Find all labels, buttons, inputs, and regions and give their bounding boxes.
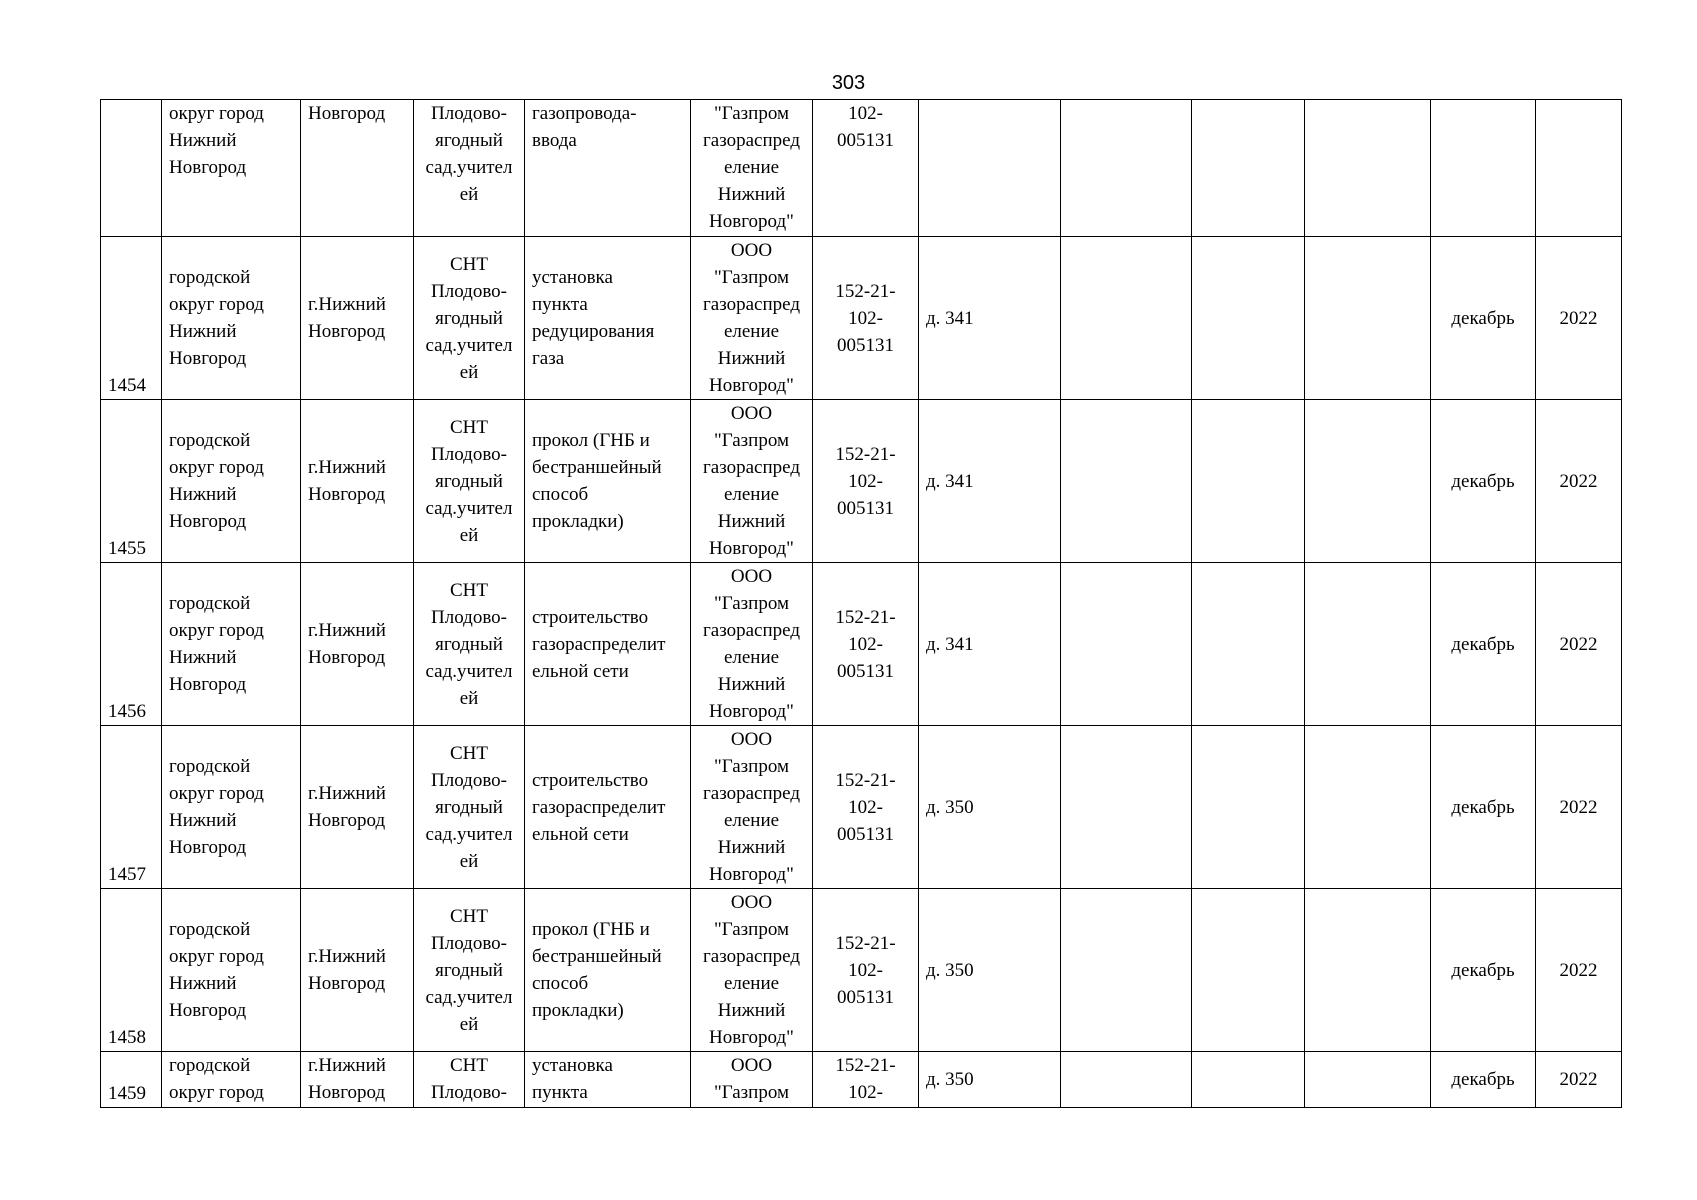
cell-city [301,1052,414,1108]
cell-work-type [525,1052,691,1108]
cell-work-type-line: бестраншейный [532,457,662,478]
cell-object [414,563,525,726]
cell-house: д. 350 [919,1052,1061,1108]
cell-organization-line: Новгород" [709,375,794,396]
cell-number: 1459 [101,1052,162,1108]
cell-work-type-line: бестраншейный [532,946,662,967]
cell-object-line: СНТ [450,579,488,601]
cell-work-type-line: пункта [532,1082,588,1103]
cell-organization-line: Новгород" [709,1027,794,1048]
cell-code-line: 152-21- [835,280,896,302]
cell-work-type-line: строительство [532,606,649,628]
cell-object-line: ягодный [435,130,503,151]
cell-work-type-line: газораспределит [532,633,666,655]
cell-organization-line: ООО [730,240,773,261]
cell-number: 1455 [101,400,162,563]
cell-district [162,400,301,563]
cell-code-line: 102- [848,633,883,655]
cell-organization-line: газораспред [702,620,800,641]
cell-city-line: Новгород [308,973,386,994]
cell-organization-line: Нижний [717,1000,786,1021]
cell-district-line: Новгород [169,674,247,695]
cell-district-line: округ город [169,620,264,641]
cell-code-line: 152-21- [835,932,896,954]
cell-city-line: г.Нижний [308,783,386,804]
cell-organization [691,100,813,237]
cell-district-line: Новгород [169,157,247,178]
cell-organization-line: Нижний [717,674,786,695]
cell-district-line: Новгород [169,1000,247,1021]
cell-number: 1456 [101,563,162,726]
cell-month: декабрь [1431,400,1536,563]
cell-organization-line: еление [723,973,780,994]
cell-code-line: 102- [848,470,883,492]
cell-object-line: СНТ [450,253,488,275]
cell-object-line: Плодово- [431,280,507,302]
cell-district-line: округ город [169,457,264,478]
cell-organization-line: "Газпром [713,430,790,451]
cell-organization-line: Нижний [717,837,786,858]
cell-city-line: Новгород [308,103,386,124]
cell-organization-line: еление [723,810,780,831]
cell-organization-line: "Газпром [713,593,790,614]
cell-object-line: ягодный [435,470,503,492]
cell-object-line: ей [459,687,479,709]
cell-organization-line: Нижний [717,184,786,205]
cell-code-line: 102- [848,959,883,981]
cell-district-line: округ город [169,103,264,124]
cell-city-line: Новгород [308,1082,386,1103]
cell-district [162,563,301,726]
cell-code [813,889,919,1052]
cell-city-line: г.Нижний [308,294,386,315]
cell-district-line: городской [169,430,251,451]
cell-organization-line: Новгород" [709,701,794,722]
cell-code-line: 102- [848,307,883,329]
cell-work-type-line: газопровода- [532,103,637,124]
cell-object [414,889,525,1052]
cell-organization [691,726,813,889]
cell-organization-line: "Газпром [713,1082,790,1103]
cell-work-type [525,726,691,889]
cell-object-line: сад.учител [425,986,513,1008]
cell-code-line: 005131 [837,497,894,519]
cell-object-line: ей [459,524,479,546]
cell-object-line: ей [459,850,479,872]
cell-organization-line: еление [723,321,780,342]
cell-house: д. 350 [919,726,1061,889]
cell-organization-line: газораспред [702,294,800,315]
cell-code-line: 152-21- [835,443,896,465]
cell-code [813,563,919,726]
table-row [101,1052,1622,1108]
cell-empty [1305,400,1431,563]
cell-organization-line: газораспред [702,783,800,804]
cell-city-line: Новгород [308,810,386,831]
table-row [101,726,1622,889]
cell-organization-line: еление [723,647,780,668]
cell-object-line: СНТ [450,905,488,927]
cell-year: 2022 [1536,563,1622,726]
cell-month [1431,100,1536,237]
cell-empty [1305,237,1431,400]
cell-code-line: 005131 [837,334,894,356]
cell-year: 2022 [1536,726,1622,889]
cell-city [301,237,414,400]
cell-empty [1192,237,1305,400]
cell-organization-line: ООО [730,1055,773,1076]
cell-number [101,100,162,237]
cell-city-line: г.Нижний [308,1055,386,1076]
cell-object-line: сад.учител [425,660,513,682]
cell-work-type-line: установка [532,267,613,288]
works-table [100,99,1622,1108]
cell-empty [1061,726,1192,889]
table-row [101,100,1622,237]
cell-work-type-line: прокладки) [532,1000,624,1021]
cell-district [162,889,301,1052]
cell-district-line: городской [169,1055,251,1076]
cell-city-line: Новгород [308,484,386,505]
cell-district [162,237,301,400]
cell-year: 2022 [1536,237,1622,400]
cell-work-type-line: прокол (ГНБ и [532,430,650,451]
cell-code-line: 152-21- [835,769,896,791]
cell-empty [1305,100,1431,237]
cell-object-line: Плодово- [431,769,507,791]
cell-code-line: 152-21- [835,1055,896,1076]
cell-house: д. 341 [919,563,1061,726]
cell-object-line: ей [459,184,479,205]
cell-district [162,726,301,889]
cell-object-line: сад.учител [425,334,513,356]
cell-month: декабрь [1431,726,1536,889]
cell-work-type-line: способ [532,973,589,994]
cell-number: 1458 [101,889,162,1052]
cell-month: декабрь [1431,1052,1536,1108]
cell-object-line: СНТ [450,742,488,764]
cell-city [301,100,414,237]
cell-work-type-line: редуцирования [532,321,655,342]
cell-code [813,726,919,889]
cell-district-line: городской [169,919,251,940]
cell-work-type-line: газораспределит [532,796,666,818]
cell-object-line: СНТ [450,416,488,438]
cell-city-line: Новгород [308,647,386,668]
cell-city-line: г.Нижний [308,946,386,967]
cell-code-line: 005131 [837,986,894,1008]
cell-house: д. 350 [919,889,1061,1052]
cell-city [301,400,414,563]
cell-district-line: Новгород [169,511,247,532]
cell-organization-line: "Газпром [713,919,790,940]
cell-district-line: округ город [169,1082,264,1103]
cell-work-type [525,889,691,1052]
cell-house: д. 341 [919,237,1061,400]
cell-code-line: 102- [848,796,883,818]
cell-code [813,237,919,400]
cell-empty [1061,100,1192,237]
cell-object-line: ягодный [435,307,503,329]
cell-work-type-line: прокладки) [532,511,624,532]
cell-organization-line: "Газпром [713,103,790,124]
cell-organization-line: Новгород" [709,211,794,232]
cell-object [414,400,525,563]
cell-city [301,563,414,726]
cell-district [162,100,301,237]
cell-organization [691,400,813,563]
cell-work-type-line: пункта [532,294,588,315]
cell-city-line: г.Нижний [308,620,386,641]
cell-object [414,726,525,889]
cell-object-line: сад.учител [425,823,513,845]
cell-year: 2022 [1536,889,1622,1052]
cell-organization-line: газораспред [702,946,800,967]
cell-work-type-line: ввода [532,130,577,151]
cell-empty [1192,726,1305,889]
cell-work-type-line: установка [532,1055,613,1076]
cell-empty [1061,237,1192,400]
cell-house: д. 341 [919,400,1061,563]
cell-object-line: сад.учител [425,497,513,519]
cell-object [414,237,525,400]
cell-object-line: ей [459,1013,479,1035]
cell-code-line: 102- [848,103,883,124]
cell-work-type-line: газа [532,348,565,369]
table-row [101,889,1622,1052]
cell-work-type-line: ельной сети [532,660,629,682]
cell-district-line: Новгород [169,348,247,369]
cell-empty [1192,889,1305,1052]
cell-year [1536,100,1622,237]
cell-number: 1454 [101,237,162,400]
cell-object-line: ей [459,361,479,383]
cell-organization-line: "Газпром [713,267,790,288]
cell-code-line: 005131 [837,823,894,845]
cell-district-line: округ город [169,946,264,967]
cell-organization-line: еление [723,157,780,178]
cell-organization-line: газораспред [702,457,800,478]
cell-organization-line: Новгород" [709,538,794,559]
cell-district-line: Нижний [169,321,237,342]
cell-object-line: Плодово- [431,606,507,628]
cell-organization-line: "Газпром [713,756,790,777]
cell-district-line: округ город [169,294,264,315]
cell-object [414,1052,525,1108]
cell-organization-line: газораспред [702,130,800,151]
cell-district-line: городской [169,756,251,777]
cell-city [301,726,414,889]
cell-district-line: Новгород [169,837,247,858]
cell-work-type [525,100,691,237]
cell-empty [1192,100,1305,237]
cell-work-type-line: ельной сети [532,823,629,845]
cell-organization-line: ООО [730,566,773,587]
cell-object [414,100,525,237]
cell-year: 2022 [1536,1052,1622,1108]
cell-house [919,100,1061,237]
page-number: 303 [831,72,866,94]
table-row [101,400,1622,563]
cell-object-line: Плодово- [431,932,507,954]
cell-object-line: ягодный [435,633,503,655]
cell-empty [1305,726,1431,889]
cell-organization-line: Нижний [717,511,786,532]
cell-district-line: округ город [169,783,264,804]
cell-organization-line: Нижний [717,348,786,369]
cell-empty [1192,400,1305,563]
cell-district-line: Нижний [169,484,237,505]
cell-organization [691,563,813,726]
cell-work-type-line: прокол (ГНБ и [532,919,650,940]
cell-code-line: 102- [848,1082,883,1103]
cell-work-type-line: строительство [532,769,649,791]
cell-code [813,100,919,237]
cell-year: 2022 [1536,400,1622,563]
cell-empty [1061,1052,1192,1108]
cell-empty [1305,889,1431,1052]
cell-organization [691,889,813,1052]
cell-code [813,1052,919,1108]
cell-organization-line: ООО [730,403,773,424]
cell-organization-line: ООО [730,729,773,750]
cell-empty [1192,563,1305,726]
cell-district-line: Нижний [169,810,237,831]
cell-city-line: г.Нижний [308,457,386,478]
cell-organization-line: Новгород" [709,864,794,885]
cell-city [301,889,414,1052]
cell-organization-line: еление [723,484,780,505]
table-row [101,563,1622,726]
cell-object-line: сад.учител [425,157,513,178]
cell-empty [1061,563,1192,726]
cell-object-line: ягодный [435,959,503,981]
cell-month: декабрь [1431,563,1536,726]
cell-district-line: городской [169,593,251,614]
cell-empty [1061,889,1192,1052]
cell-object-line: Плодово- [431,443,507,465]
cell-district [162,1052,301,1108]
cell-month: декабрь [1431,237,1536,400]
cell-organization-line: ООО [730,892,773,913]
cell-work-type [525,563,691,726]
cell-number: 1457 [101,726,162,889]
cell-code-line: 005131 [837,660,894,682]
table-body [101,100,1622,1108]
cell-object-line: Плодово- [431,103,507,124]
cell-month: декабрь [1431,889,1536,1052]
cell-work-type-line: способ [532,484,589,505]
cell-object-line: Плодово- [431,1082,507,1103]
cell-district-line: Нижний [169,130,237,151]
cell-code-line: 005131 [837,130,894,151]
cell-work-type [525,400,691,563]
cell-code [813,400,919,563]
cell-district-line: городской [169,267,251,288]
table-row [101,237,1622,400]
cell-organization [691,1052,813,1108]
cell-district-line: Нижний [169,647,237,668]
cell-organization [691,237,813,400]
cell-empty [1192,1052,1305,1108]
cell-code-line: 152-21- [835,606,896,628]
cell-empty [1305,1052,1431,1108]
cell-work-type [525,237,691,400]
cell-object-line: СНТ [450,1055,488,1076]
cell-empty [1061,400,1192,563]
cell-empty [1305,563,1431,726]
cell-object-line: ягодный [435,796,503,818]
cell-district-line: Нижний [169,973,237,994]
cell-city-line: Новгород [308,321,386,342]
